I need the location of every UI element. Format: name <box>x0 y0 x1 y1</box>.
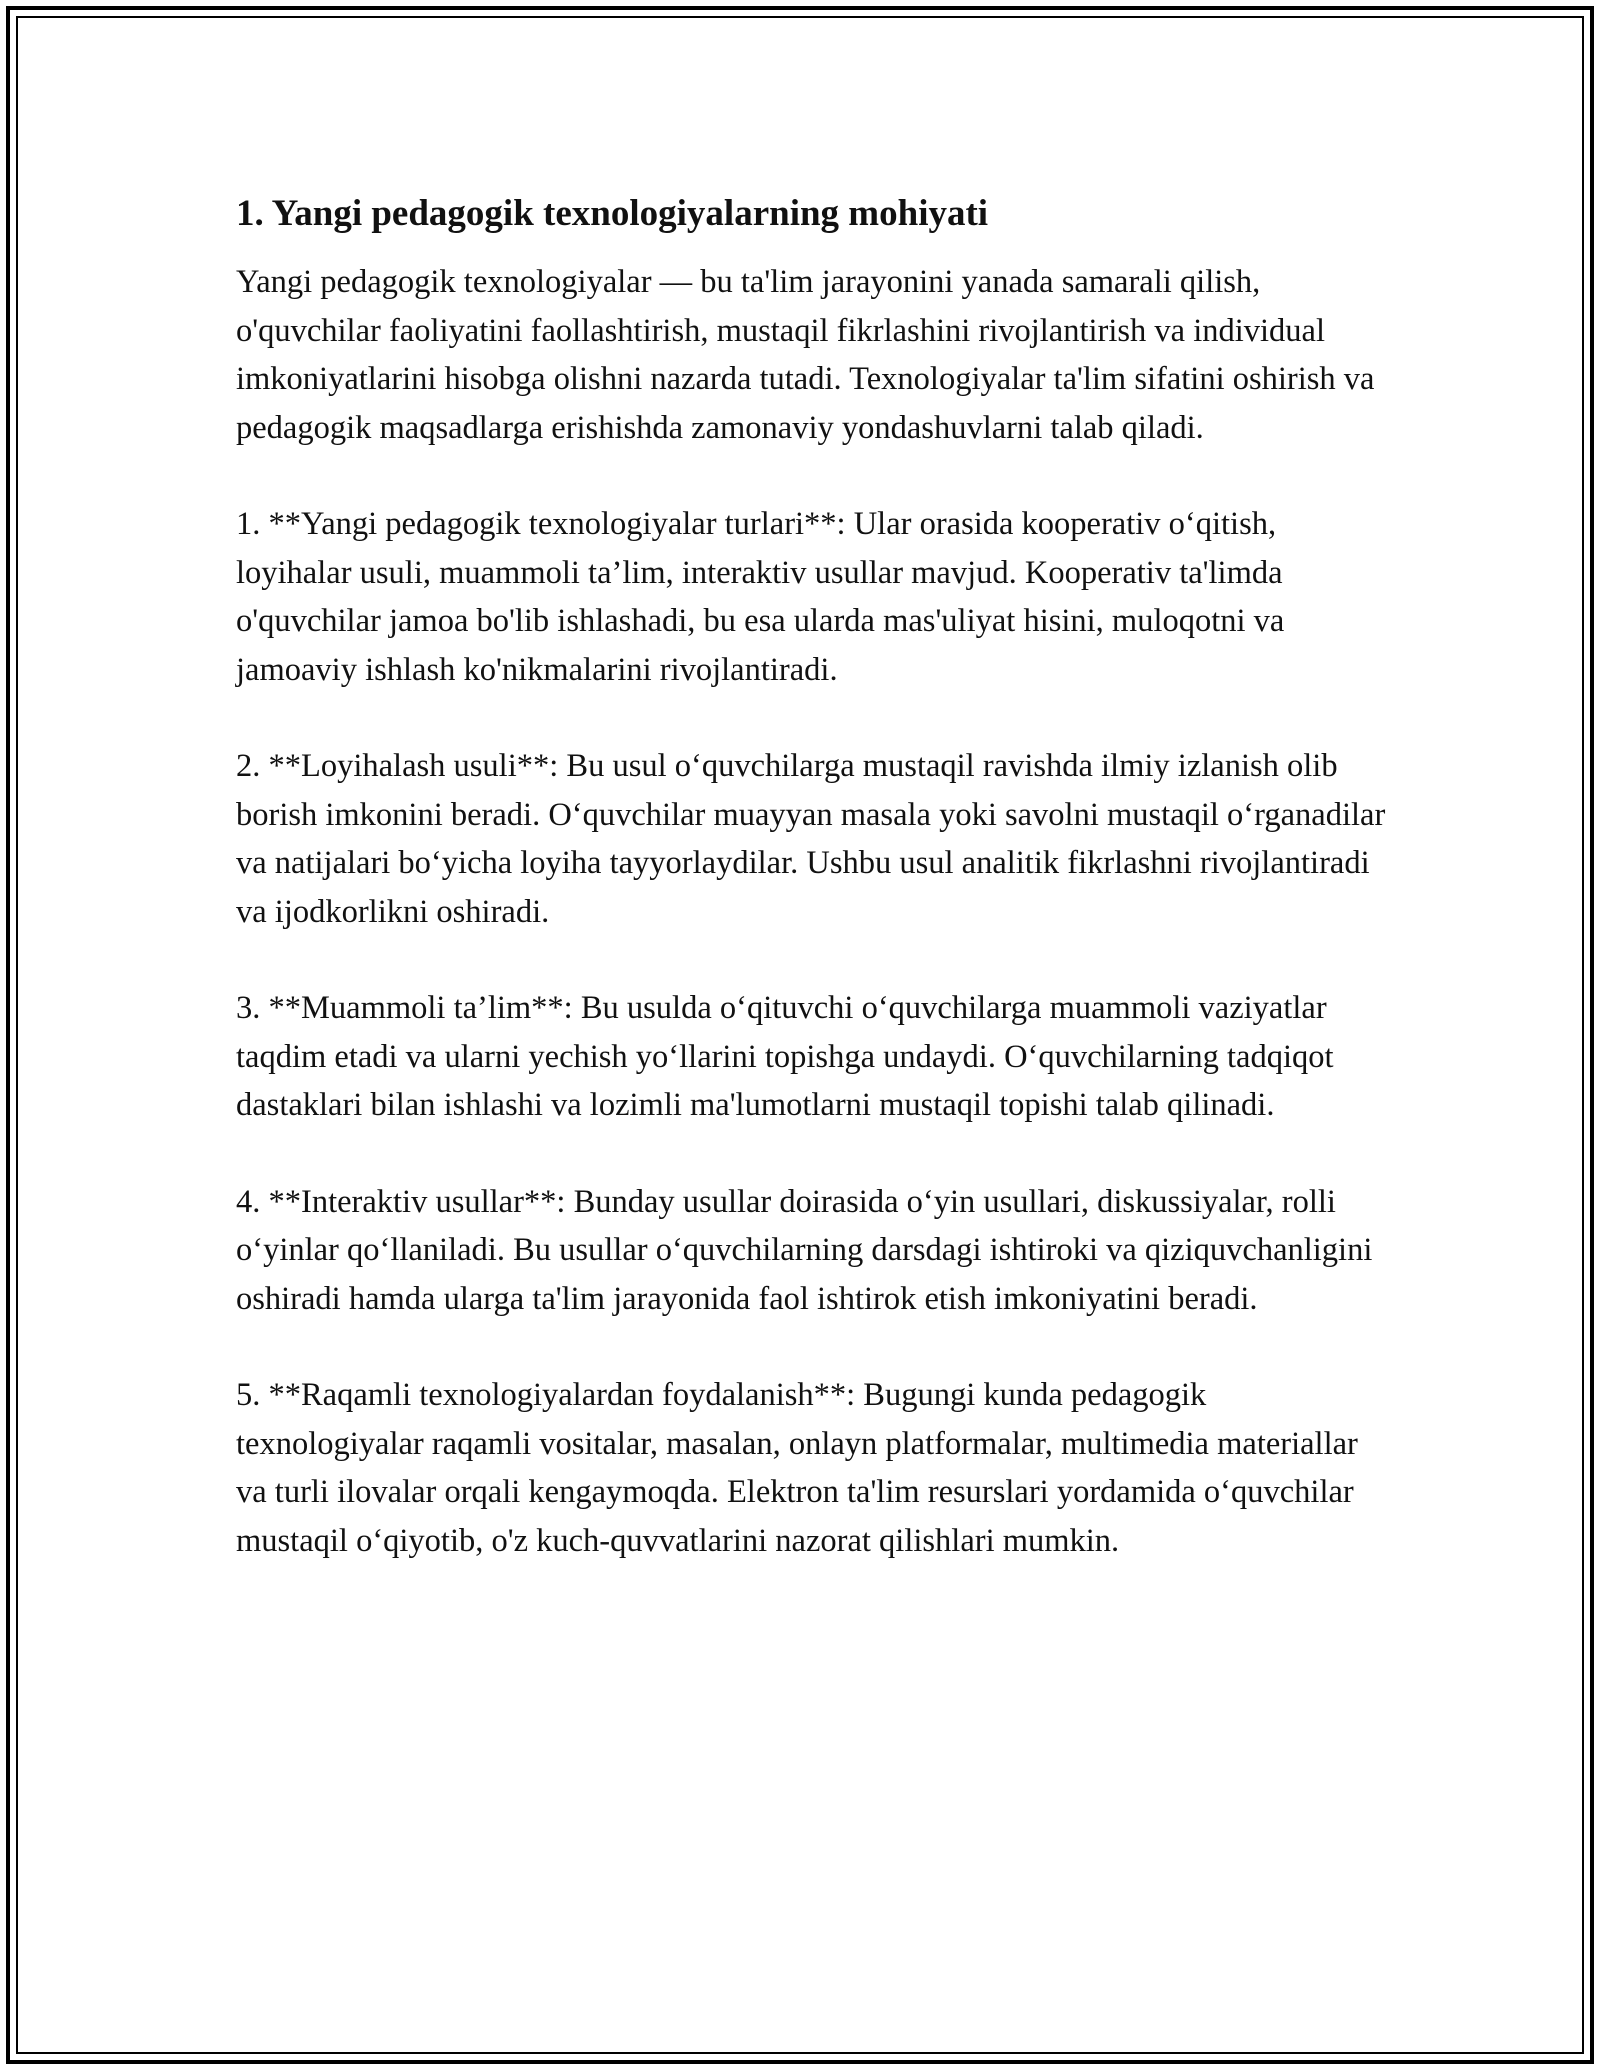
list-item-1: 1. **Yangi pedagogik texnologiyalar turlari**: Ular orasida kooperativ o‘qitish, loyihalar usuli, muammoli ta’lim, interaktiv usullar mavjud. Kooperativ ta'limda o'quvchilar jamoa bo'lib ishlashadi, bu esa ularda mas'uliyat hisini, muloqotni va jamoaviy ishlash ko'nikmalarini rivojlantiradi. <box>236 506 1285 688</box>
section-heading: 1. Yangi pedagogik texnologiyalarning mohiyati <box>236 193 989 234</box>
document-body <box>236 186 1386 1613</box>
list-item-4: 4. **Interaktiv usullar**: Bunday usullar doirasida o‘yin usullari, diskussiyalar, rolli o‘yinlar qo‘llaniladi. Bu usullar o‘quvchilarning darsdagi ishtiroki va qiziquvchanligini oshiradi hamda ularga ta'lim jarayonida faol ishtirok etish imkoniyatini beradi. <box>236 1183 1373 1317</box>
intro-paragraph: Yangi pedagogik texnologiyalar — bu ta'lim jarayonini yanada samarali qilish, o'quvchilar faoliyatini faollashtirish, mustaqil fikrlashini rivojlantirish va individual imkoniyatlarini hisobga olishni nazarda tutadi. Texnologiyalar ta'lim sifatini oshirish va pedagogik maqsadlarga erishishda zamonaviy yondashuvlarni talab qiladi. <box>236 264 1375 446</box>
list-item-3: 3. **Muammoli ta’lim**: Bu usulda o‘qituvchi o‘quvchilarga muammoli vaziyatlar taqdim etadi va ularni yechish yo‘llarini topishga undaydi. O‘quvchilarning tadqiqot dastaklari bilan ishlashi va lozimli ma'lumotlarni mustaqil topishi talab qilinadi. <box>236 990 1334 1123</box>
list-item-5: 5. **Raqamli texnologiyalardan foydalanish**: Bugungi kunda pedagogik texnologiyalar raqamli vositalar, masalan, onlayn platformalar, multimedia materiallar va turli ilovalar orqali kengaymoqda. Elektron ta'lim resurslari yordamida o‘quvchilar mustaqil o‘qiyotib, o'z kuch-quvvatlarini nazorat qilishlari mumkin. <box>236 1377 1358 1559</box>
list-item-2: 2. **Loyihalash usuli**: Bu usul o‘quvchilarga mustaqil ravishda ilmiy izlanish olib borish imkonini beradi. O‘quvchilar muayyan masala yoki savolni mustaqil o‘rganadilar va natijalari bo‘yicha loyiha tayyorlaydilar. Ushbu usul analitik fikrlashni rivojlantiradi va ijodkorlikni oshiradi. <box>236 748 1386 930</box>
